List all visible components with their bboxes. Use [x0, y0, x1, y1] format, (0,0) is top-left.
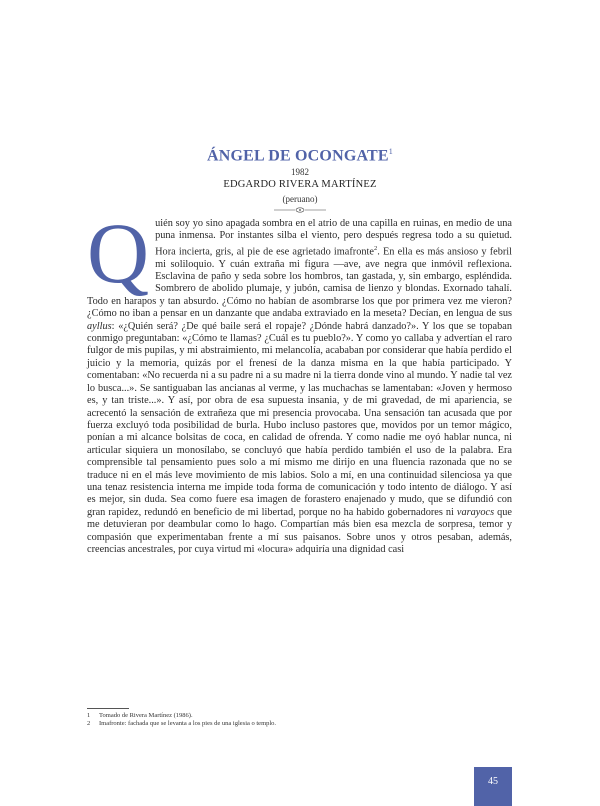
footnote-ref-1[interactable]: 1	[388, 147, 393, 156]
story-paragraph	[87, 205, 512, 556]
paragraph-text-2: . En ella es más ansioso y febril mi soliloquio. Y cuán extraña mi figura —ave, ave negra que inmóvil reflexiona. Esclavina de paño y seda sobre los hombros, tan gastada, y, sin embargo, espléndida. Sombrero de abolido plumaje, y jubón, camisa de lienzo y blondas. Exornado tahalí. Todo en harapos y tan absurdo. ¿Cómo no habían de asombrarse los que por primera vez me vieron? ¿Cómo no iban a pensar en un danzante que andaba extraviado en la meseta? Decían, en lengua de sus	[87, 246, 512, 320]
footnote-ref-2[interactable]: 2	[373, 244, 378, 252]
footnote-number: 1	[87, 712, 91, 719]
footnote-2	[87, 720, 512, 728]
footnote-number: 2	[87, 720, 91, 727]
footnotes	[87, 712, 512, 728]
paragraph-text-1: uién soy yo sino apagada sombra en el atrio de una capilla en ruinas, en medio de una puna inmensa. Por instantes silba el viento, pero después regresa todo a su quietud. Hora incierta, gris, al pie de ese agrietado imafronte	[155, 218, 512, 258]
story-year: 1982	[291, 167, 309, 177]
paragraph-text-4: que me detuvieran por deambular como lo hago. Compartían más bien esa mezcla de sorpresa, temor y compasión que experimentaban frente a mí sus paisanos. Sobre unos y otros pesaban, además, creencias ancestrales, por cuya virtud mi «locura» adquiría una dignidad casi	[87, 506, 512, 555]
paragraph-text-3: : «¿Quién será? ¿De qué baile será el ropaje? ¿Dónde habrá danzado?». Y los que se topaban conmigo preguntaban: «¿Cómo te llamas? ¿Cuál es tu pueblo?». Y como yo callaba y advertían el raro fulgor de mis pupilas, y mi abstraimiento, mi melancolía, acababan por considerar que había perdido el juicio y la memoria, quizás por el frenesí de la danza misma en la que había participado. Y comentaban: «No recuerda ni a su padre ni a su madre ni la tierra donde vino al mundo. Y nadie tal vez lo busca...». Se santiguaban las ancianas al verme, y las muchachas se lamentaban: «Joven y hermoso es, y tan triste...». Y así, por obra de esa supuesta insania, y de mi gravedad, de mi apariencia, se acrecentó la sensación de extrañeza que mi presencia provocaba. Una sensación tan acusada que por fuerza excluyó toda posibilidad de burla. Hubo incluso pastores que, movidos por un temor mágico, ponían a mi alcance bolsitas de coca, en calidad de ofrenda. Y como nadie me oyó hablar nunca, ni articular siquiera un monosílabo, se concluyó que había perdido también el uso de la palabra. Era comprensible tal pensamiento pues solo a mí mismo me dirijo en una fluencia razonada que no se traduce ni en el más leve movimiento de mis labios. Solo a mí, en una continuidad silenciosa ya que una tenaz resistencia interna me impide toda forma de comunicación y todo intento de diálogo. Y así es mejor, sin duda. Sea como fuere esa imagen de forastero enajenado y mudo, que se difundió con gran rapidez, redundó en beneficio de mi libertad, porque no ha habido gobernadores ni	[87, 320, 512, 518]
term-varayocs: varayocs	[456, 506, 495, 518]
story-body	[87, 205, 512, 556]
page-number: 45	[474, 767, 512, 806]
footnote-1	[87, 712, 512, 720]
drop-cap: Q	[87, 205, 150, 301]
author-name: EDGARDO RIVERA MARTÍNEZ	[223, 179, 377, 190]
term-ayllus: ayllus	[87, 320, 112, 332]
story-title-text: ÁNGEL DE OCONGATE	[206, 147, 389, 165]
footnote-text: Tomado de Rivera Martínez (1986).	[99, 712, 193, 719]
footnote-rule	[87, 708, 129, 709]
footnote-text: Imafronte: fachada que se levanta a los pies de una iglesia o templo.	[99, 720, 277, 727]
ornament-divider-icon	[272, 206, 328, 214]
story-title	[0, 147, 600, 165]
author-nationality: (peruano)	[282, 194, 318, 204]
